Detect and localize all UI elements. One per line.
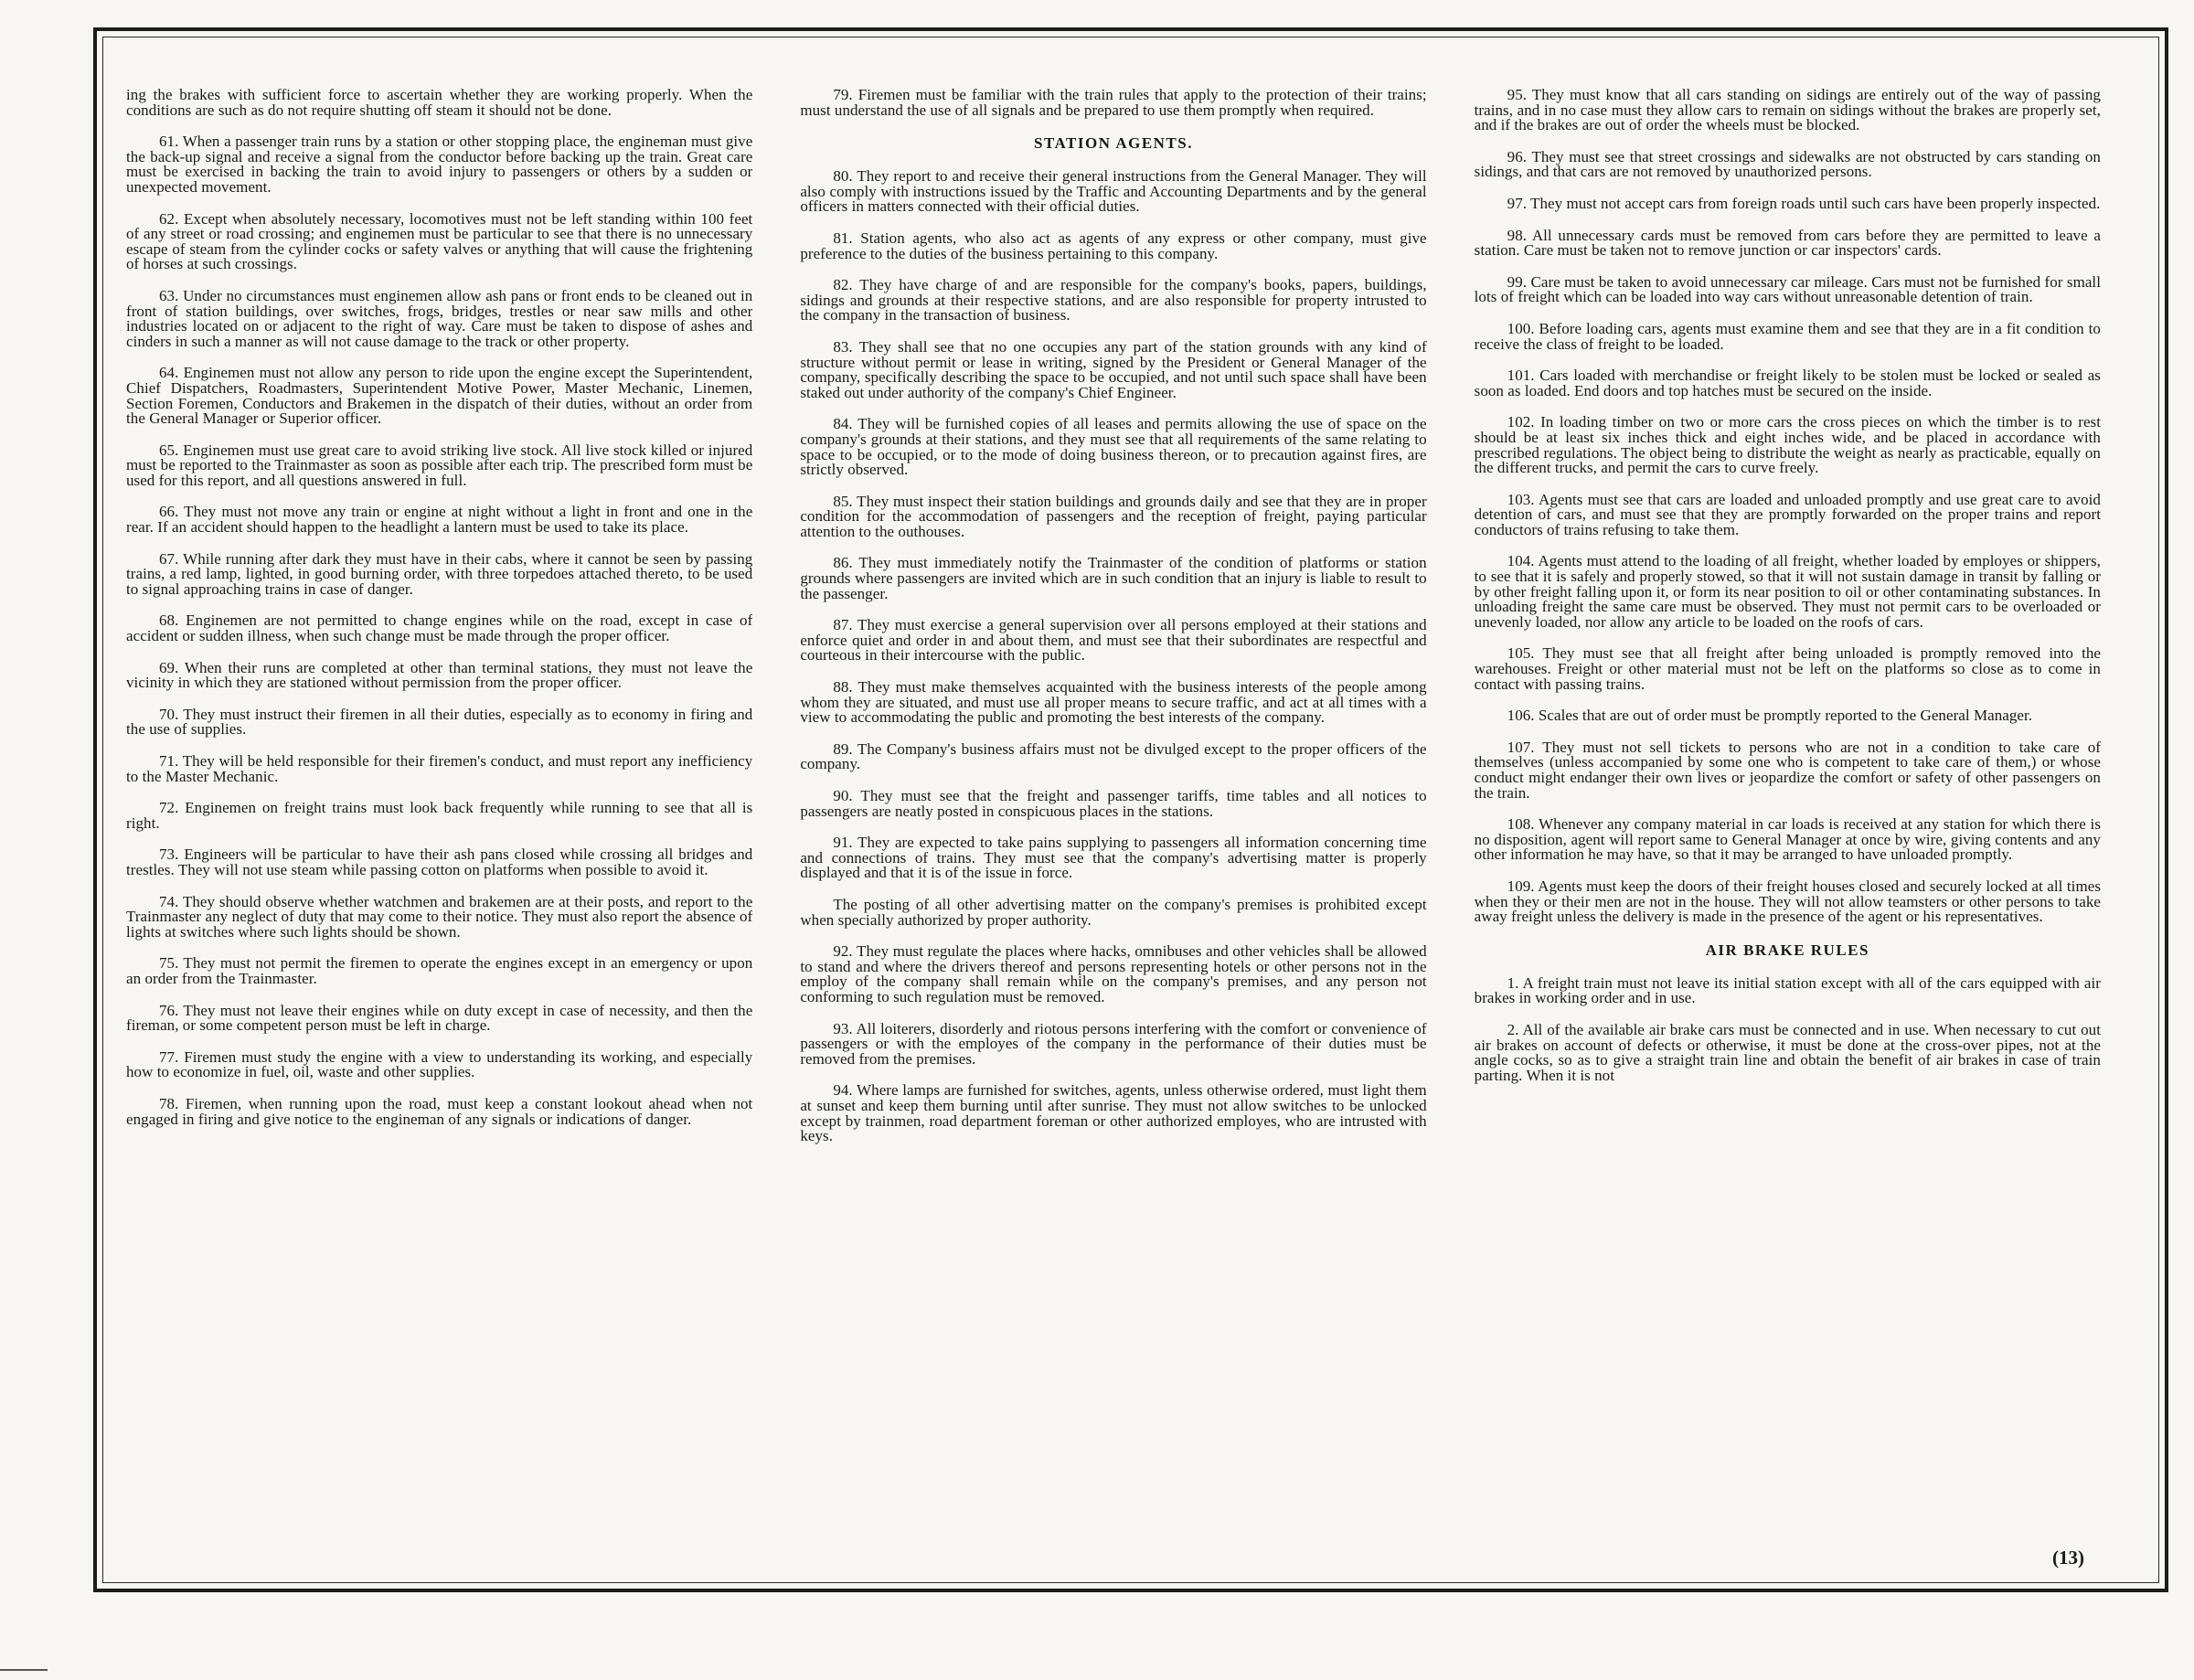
rule-paragraph: 80. They report to and receive their general instructions from the General Manager. They will also comply with instructions issued by the Traffic and Accounting Departments and by the general officers in matters connected with their official duties. [800, 167, 1427, 216]
section-heading: AIR BRAKE RULES [1705, 941, 1869, 959]
rule-paragraph: 102. In loading timber on two or more cars the cross pieces on which the timber is to rest should be at least six inches thick and eight inches wide, and be placed in accordance with prescribed regulations. The object being to distribute the weight as nearly as practicable, equally on the different trucks, and permit the cars to curve freely. [1474, 413, 2101, 477]
rule-paragraph: 73. Engineers will be particular to have their ash pans closed while crossing all bridges and trestles. They will not use steam while passing cotton on platforms when possible to avoid it. [126, 845, 753, 878]
rule-paragraph: 88. They must make themselves acquainted with the business interests of the people among whom they are situated, and must use all proper means to secure traffic, and act at all times with a view to accommodating the public and promoting the best interests of the company. [800, 678, 1427, 727]
rule-paragraph: 94. Where lamps are furnished for switches, agents, unless otherwise ordered, must light them at sunset and keep them burning until after sunrise. They must not allow switches to be unlocked except by trainmen, road department foreman or other authorized employes, who are intrusted with keys. [800, 1081, 1427, 1145]
rule-paragraph: 67. While running after dark they must have in their cabs, where it cannot be seen by passing trains, a red lamp, lighted, in good burning order, with three torpedoes attached thereto, to be used to signal approaching trains in case of danger. [126, 549, 753, 598]
rule-paragraph: 97. They must not accept cars from foreign roads until such cars have been properly inspected. [1507, 194, 2101, 212]
rule-paragraph: 74. They should observe whether watchmen and brakemen are at their posts, and report to the Trainmaster any neglect of duty that may come to their notice. They must also report the absence of lights at switches where such lights should be shown. [126, 892, 753, 941]
rule-paragraph: 101. Cars loaded with merchandise or freight likely to be stolen must be locked or sealed as soon as loaded. End doors and top hatches must be secured on the inside. [1474, 367, 2101, 399]
rule-paragraph: 108. Whenever any company material in car loads is received at any station for which there is no disposition, agent will report same to General Manager at once by wire, giving contents and any other information he may have, so that it may be arranged to have unloaded promptly. [1474, 815, 2101, 864]
rule-paragraph: 109. Agents must keep the doors of their freight houses closed and securely locked at all times when they or their men are not in the house. They will not allow teamsters or other persons to take away freight unless the delivery is made in the presence of the agent or his representatives. [1474, 877, 2101, 926]
rule-paragraph: 103. Agents must see that cars are loaded and unloaded promptly and use great care to avoid detention of cars, and must see that they are promptly forwarded on the proper trains and report conductors of trains refusing to take them. [1474, 490, 2101, 538]
rule-paragraph: 85. They must inspect their station buildings and grounds daily and see that they are in proper condition for the accommodation of passengers and the reception of freight, paying particular attention to the outhouses. [800, 492, 1427, 540]
rule-paragraph: 87. They must exercise a general supervision over all persons employed at their stations and enforce quiet and order in and about them, and must see that their subordinates are respectful and courteous in their intercourse with the public. [800, 616, 1427, 665]
rule-paragraph: 77. Firemen must study the engine with a view to understanding its working, and especially how to economize in fuel, oil, waste and other supplies. [126, 1047, 753, 1081]
rule-paragraph: 64. Enginemen must not allow any person to ride upon the engine except the Superintendent, Chief Dispatchers, Roadmasters, Superintendent Motive Power, Master Mechanic, Linemen, Section Foremen, Conductors and Brakemen in the dispatch of their duties, without an order from the General Manager or Superior officer. [126, 364, 753, 428]
rule-paragraph: 72. Enginemen on freight trains must look back frequently while running to see that all is right. [126, 799, 753, 832]
rule-paragraph: 71. They will be held responsible for their firemen's conduct, and must report any inefficiency to the Master Mechanic. [126, 752, 753, 785]
column-right [1475, 88, 2101, 1559]
rule-paragraph: ing the brakes with sufficient force to ascertain whether they are working properly. When the conditions are such as do not require shutting off steam it should not be done. [126, 88, 753, 119]
column-left [126, 88, 752, 1559]
rule-paragraph: 98. All unnecessary cards must be removed from cars before they are permitted to leave a station. Care must be taken not to remove junction or car inspectors' cards. [1474, 226, 2101, 260]
rule-paragraph: 96. They must see that street crossings and sidewalks are not obstructed by cars standing on sidings, and that cars are not removed by unauthorized persons. [1474, 147, 2101, 181]
rule-paragraph: 68. Enginemen are not permitted to change engines while on the road, except in case of accident or sudden illness, when such change must be made through the proper officer. [126, 611, 753, 645]
rule-paragraph: The posting of all other advertising matter on the company's premises is prohibited except when specially authorized by proper authority. [800, 895, 1427, 929]
rule-paragraph: 78. Firemen, when running upon the road, must keep a constant lookout ahead when not engaged in firing and give notice to the engineman of any signals or indications of danger. [126, 1094, 753, 1128]
rule-paragraph: 95. They must know that all cars standing on sidings are entirely out of the way of passing trains, and in no case must they allow cars to remain on sidings without the brakes are properly set, and if the brakes are out of order the wheels must be blocked. [1474, 88, 2101, 134]
rule-paragraph: 69. When their runs are completed at other than terminal stations, they must not leave the vicinity in which they are stationed without permission from the proper officer. [126, 658, 753, 692]
rule-paragraph: 65. Enginemen must use great care to avoid striking live stock. All live stock killed or injured must be reported to the Trainmaster as soon as possible after each trip. The prescribed form must be used for this report, and all questions answered in full. [126, 441, 753, 489]
rule-paragraph: 105. They must see that all freight after being unloaded is promptly removed into the warehouses. Freight or other material must not be left on the platforms so close as to come in contact with passing trains. [1474, 644, 2101, 693]
rule-paragraph: 2. All of the available air brake cars must be connected and in use. When necessary to cut out air brakes on account of defects or otherwise, it must be done at the cross-over pipes, not at the angle cocks, so as to give a straight train line and obtain the benefit of air brakes in case of train parting. When it is not [1474, 1020, 2101, 1084]
text-columns [126, 88, 2101, 1559]
rule-paragraph: 76. They must not leave their engines while on duty except in case of necessity, and then the fireman, or some competent person must be left in charge. [126, 1001, 753, 1035]
rule-paragraph: 100. Before loading cars, agents must examine them and see that they are in a fit condition to receive the class of freight to be loaded. [1474, 319, 2101, 353]
rule-paragraph: 1. A freight train must not leave its initial station except with all of the cars equipped with air brakes in working order and in use. [1474, 973, 2101, 1007]
rule-paragraph: 104. Agents must attend to the loading of all freight, whether loaded by employes or shippers, to see that it is safely and properly stowed, so that it will not sustain damage in transit by falling or by other freight falling upon it, or form its near position to oil or other contaminating substances. In unloading freight the same care must be observed. They must not permit cars to be overloaded or unevenly loaded, nor allow any article to be loaded on the roofs of cars. [1474, 552, 2101, 631]
rule-paragraph: 81. Station agents, who also act as agents of any express or other company, must give preference to the duties of the business pertaining to this company. [800, 229, 1427, 262]
rule-paragraph: 84. They will be furnished copies of all leases and permits allowing the use of space on the company's grounds at their stations, and they must see that all requirements of the same relating to space to be occupied, or to the mode of doing business thereon, or to precaution against fires, are strictly observed. [800, 415, 1427, 479]
rule-paragraph: 107. They must not sell tickets to persons who are not in a condition to take care of themselves (unless accompanied by some one who is competent to take care of them,) or whose conduct might endanger their own lives or jeopardize the comfort or safety of other passengers on the train. [1474, 738, 2101, 802]
rule-paragraph: 79. Firemen must be familiar with the train rules that apply to the protection of their trains; must understand the use of all signals and be prepared to use them promptly when required. [800, 88, 1427, 119]
rule-paragraph: 106. Scales that are out of order must be promptly reported to the General Manager. [1507, 707, 2033, 725]
rule-paragraph: 70. They must instruct their firemen in all their duties, especially as to economy in firing and the use of supplies. [126, 705, 753, 739]
rule-paragraph: 61. When a passenger train runs by a station or other stopping place, the engineman must give the back-up signal and receive a signal from the conductor before backing up the train. Great care must be exercised in backing the train to avoid injury to passengers or others by a sudden or unexpected movement. [126, 133, 753, 196]
rule-paragraph: 75. They must not permit the firemen to operate the engines except in an emergency or upon an order from the Trainmaster. [126, 954, 753, 987]
rule-paragraph: 91. They are expected to take pains supplying to passengers all information concerning time and connections of trains. They must see that the company's advertising matter is properly displayed and that it is of the issue in force. [800, 834, 1427, 882]
rule-paragraph: 63. Under no circumstances must enginemen allow ash pans or front ends to be cleaned out in front of station buildings, over switches, frogs, bridges, trestles or near saw mills and other industries located on or adjacent to the right of way. Care must be taken to dispose of ashes and cinders in such a manner as will not cause damage to the track or other property. [126, 286, 753, 350]
rule-paragraph: 89. The Company's business affairs must not be divulged except to the proper officers of the company. [800, 739, 1427, 773]
rule-paragraph: 82. They have charge of and are responsible for the company's books, papers, buildings, sidings and grounds at their respective stations, and are also responsible for property intrusted to the company in the transaction of business. [800, 276, 1427, 324]
rule-paragraph: 90. They must see that the freight and passenger tariffs, time tables and all notices to passengers are neatly posted in conspicuous places in the stations. [800, 787, 1427, 820]
rule-paragraph: 83. They shall see that no one occupies any part of the station grounds with any kind of structure without permit or lease in writing, signed by the President or General Manager of the company, specifically describing the space to be occupied, and not until such space shall have been staked out under authority of the company's Chief Engineer. [800, 337, 1427, 401]
rule-paragraph: 92. They must regulate the places where hacks, omnibuses and other vehicles shall be allowed to stand and where the drivers thereof and persons representing hotels or other persons not in the employ of the company shall remain while on the company's premises, and any person not conforming to such regulation must be removed. [800, 942, 1427, 1005]
rule-paragraph: 62. Except when absolutely necessary, locomotives must not be left standing within 100 feet of any street or road crossing; and enginemen must be particular to see that there is no unnecessary escape of steam from the cylinder cocks or safety valves or anything that will cause the frightening of horses at such crossings. [126, 209, 753, 273]
column-middle [800, 88, 1426, 1559]
rule-paragraph: 99. Care must be taken to avoid unnecessary car mileage. Cars must not be furnished for small lots of freight which can be loaded into way cars without unreasonable detention of train. [1474, 272, 2101, 306]
rule-paragraph: 86. They must immediately notify the Trainmaster of the condition of platforms or station grounds where passengers are invited which are in such condition that an injury is liable to result to the passenger. [800, 554, 1427, 602]
page-number: (13) [2052, 1547, 2084, 1568]
section-heading: STATION AGENTS. [1034, 134, 1193, 153]
rule-paragraph: 93. All loiterers, disorderly and riotous persons interfering with the comfort or convenience of passengers or with the employes of the company in the performance of their duties must be removed from the premises. [800, 1019, 1427, 1068]
rule-paragraph: 66. They must not move any train or engine at night without a light in front and one in the rear. If an accident should happen to the headlight a lantern must be used to take its place. [126, 503, 753, 537]
scan-edge-mark [0, 1669, 48, 1671]
